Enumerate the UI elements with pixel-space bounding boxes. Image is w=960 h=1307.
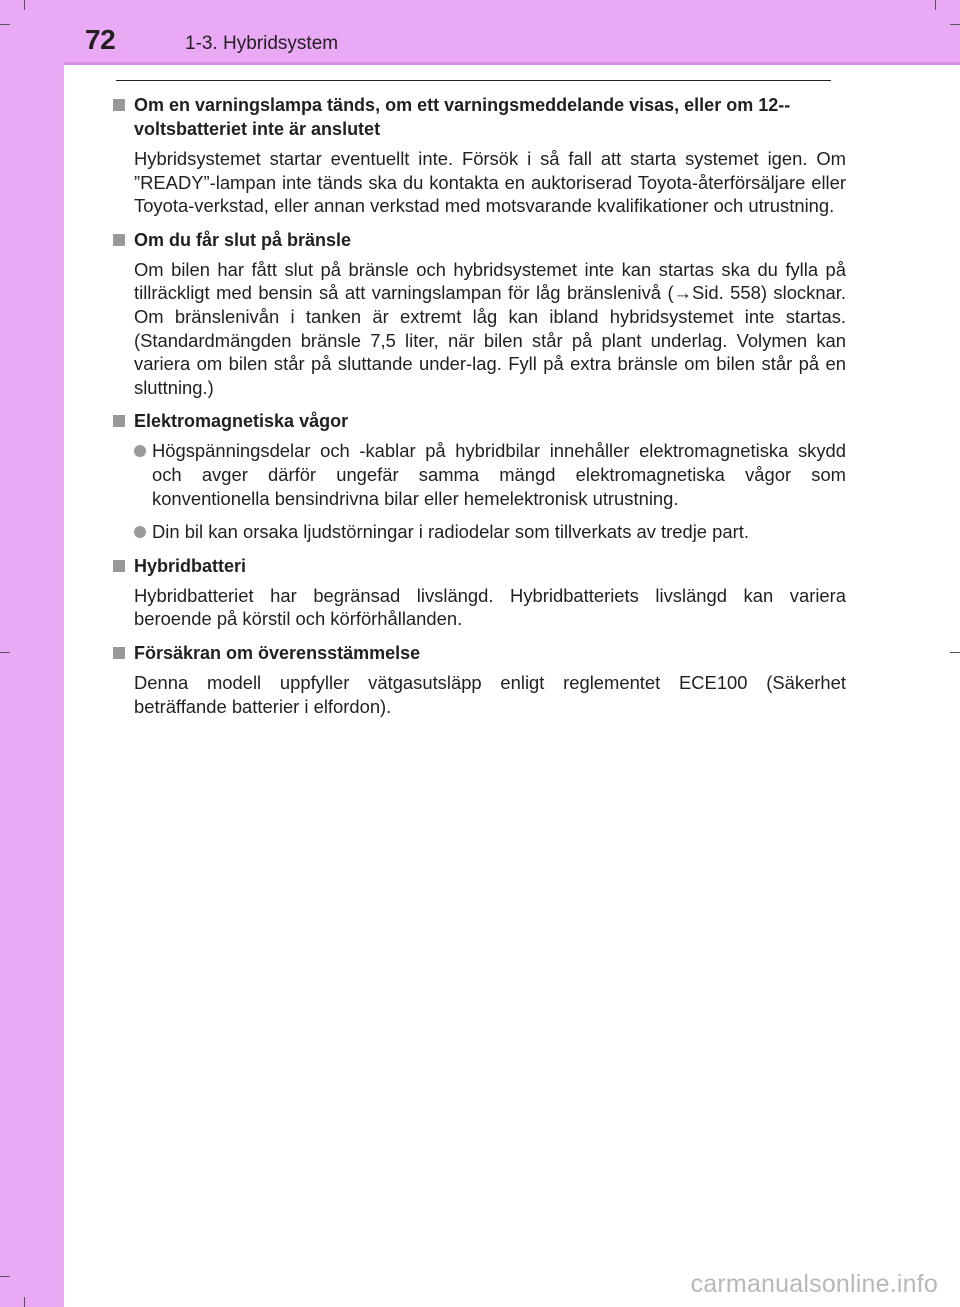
section-out-of-fuel [113,228,846,400]
square-bullet-icon [113,560,125,572]
crop-mark [0,1276,10,1277]
section-electromagnetic-waves [113,409,846,543]
watermark: carmanualsonline.info [690,1270,938,1298]
list-item-text: Högspänningsdelar och -kablar på hybridbilar innehåller elektromagnetiska skydd och avger därför ungefär samma mängd elektromagnetiska vågor som konventionella bensindrivna bilar eller hemelektronisk utrustning. [152,440,846,509]
section-heading [113,409,846,433]
square-bullet-icon [113,647,125,659]
top-band-edge [64,62,960,65]
section-paragraph: Denna modell uppfyller vätgasutsläpp enligt reglementet ECE100 (Säkerhet beträffande batterier i elfordon). [134,671,846,717]
section-heading [113,554,846,578]
section-heading [113,641,846,665]
crop-mark [0,24,10,25]
square-bullet-icon [113,234,125,246]
section-hybrid-battery [113,554,846,631]
crop-mark [24,0,25,10]
main-content [113,93,846,728]
side-color-band [0,0,64,1307]
heading-text: Hybridbatteri [134,555,247,576]
section-paragraph: Om bilen har fått slut på bränsle och hybridsystemet inte kan startas ska du fylla på tillräckligt med bensin så att varningslampan för låg bränslenivå (→Sid. 558) slocknar. Om bränslenivån i tanken är extremt låg kan ibland hybridsystemet inte startas. (Standardmängden bränsle 7,5 liter, när bilen står på plant underlag. Volymen kan variera om bilen står på sluttande under-lag. Fyll på extra bränsle om bilen står på en sluttning.) [134,258,846,398]
square-bullet-icon [113,415,125,427]
section-heading [113,228,846,252]
list-item [134,439,846,510]
crop-mark [24,1297,25,1307]
section-title: 1-3. Hybridsystem [185,33,339,54]
list-item-text: Din bil kan orsaka ljudstörningar i radiodelar som tillverkats av tredje part. [152,521,749,543]
header-rule [116,80,831,81]
heading-text: Försäkran om överensstämmelse [134,642,421,663]
crop-mark [0,652,10,653]
crop-mark [950,652,960,653]
section-warning-lamp [113,93,846,218]
round-bullet-icon [134,526,146,538]
heading-text: Elektromagnetiska vågor [134,411,349,432]
page-number: 72 [85,24,116,55]
list-item [134,520,846,544]
crop-mark [950,24,960,25]
heading-text: Om du får slut på bränsle [134,229,352,250]
section-heading [113,93,846,141]
section-paragraph: Hybridsystemet startar eventuellt inte. Försök i så fall att starta systemet igen. Om ”READY”-lampan inte tänds ska du kontakta en auktoriserad Toyota-återförsäljare eller Toyota-verkstad, eller annan verkstad med motsvarande kvalifikationer och utrustning. [134,148,846,217]
crop-mark [935,0,936,10]
round-bullet-icon [134,445,146,457]
section-paragraph: Hybridbatteriet har begränsad livslängd. Hybridbatteriets livslängd kan variera beroende på körstil och körförhållanden. [134,584,846,630]
heading-text: Om en varningslampa tänds, om ett varningsmeddelande visas, eller om 12--voltsbatteriet inte är anslutet [134,95,791,139]
square-bullet-icon [113,99,125,111]
section-declaration-of-conformity [113,641,846,718]
